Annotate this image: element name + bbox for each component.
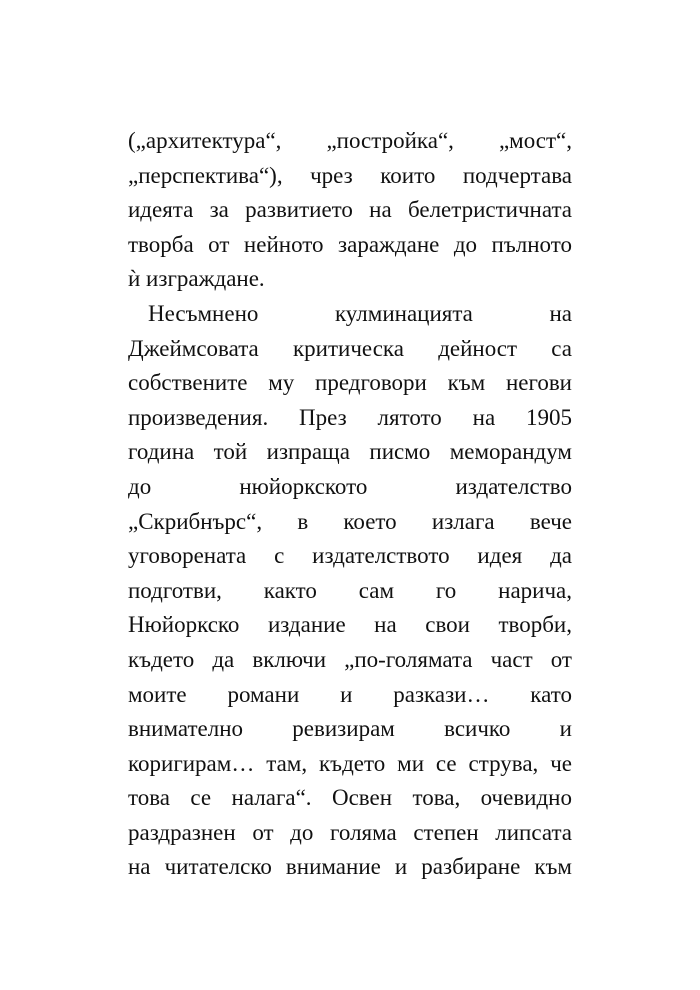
text-line: на читателско внимание и разбиране към — [128, 854, 572, 880]
text-line: година той изпраща писмо меморандум — [128, 439, 572, 465]
text-line: идеята за развитието на белетристичната — [128, 197, 572, 223]
text-line: внимателно ревизирам всичко и — [128, 716, 572, 742]
text-line: коригирам… там, където ми се струва, че — [128, 750, 572, 776]
text-line: подготви, както сам го нарича, — [128, 577, 572, 603]
text-line: моите романи и разкази… като — [128, 681, 572, 707]
text-line: до нюйоркското издателство — [128, 473, 572, 499]
text-line: Нюйоркско издание на свои творби, — [128, 612, 572, 638]
text-line: („архитектура“, „постройка“, „мост“, — [128, 128, 572, 153]
text-line: където да включи „по-голямата част от — [128, 646, 572, 672]
text-line: собствените му предговори към негови — [128, 370, 572, 396]
text-line: творба от нейното зараждане до пълното — [128, 231, 572, 257]
text-line: това се налага“. Освен това, очевидно — [128, 785, 572, 811]
text-line: Несъмнено кулминацията на — [148, 300, 572, 326]
text-line: „Скрибнърс“, в което излага вече — [128, 508, 572, 534]
body-text — [128, 124, 572, 885]
text-line: уговорената с издателството идея да — [128, 543, 572, 569]
text-line: ѝ изграждане. — [128, 266, 265, 292]
text-line: „перспектива“), чрез които подчертава — [128, 162, 572, 188]
text-line: Джеймсовата критическа дейност са — [128, 335, 572, 361]
text-line: произведения. През лятото на 1905 — [128, 404, 572, 430]
text-line: раздразнен от до голяма степен липсата — [128, 819, 572, 845]
